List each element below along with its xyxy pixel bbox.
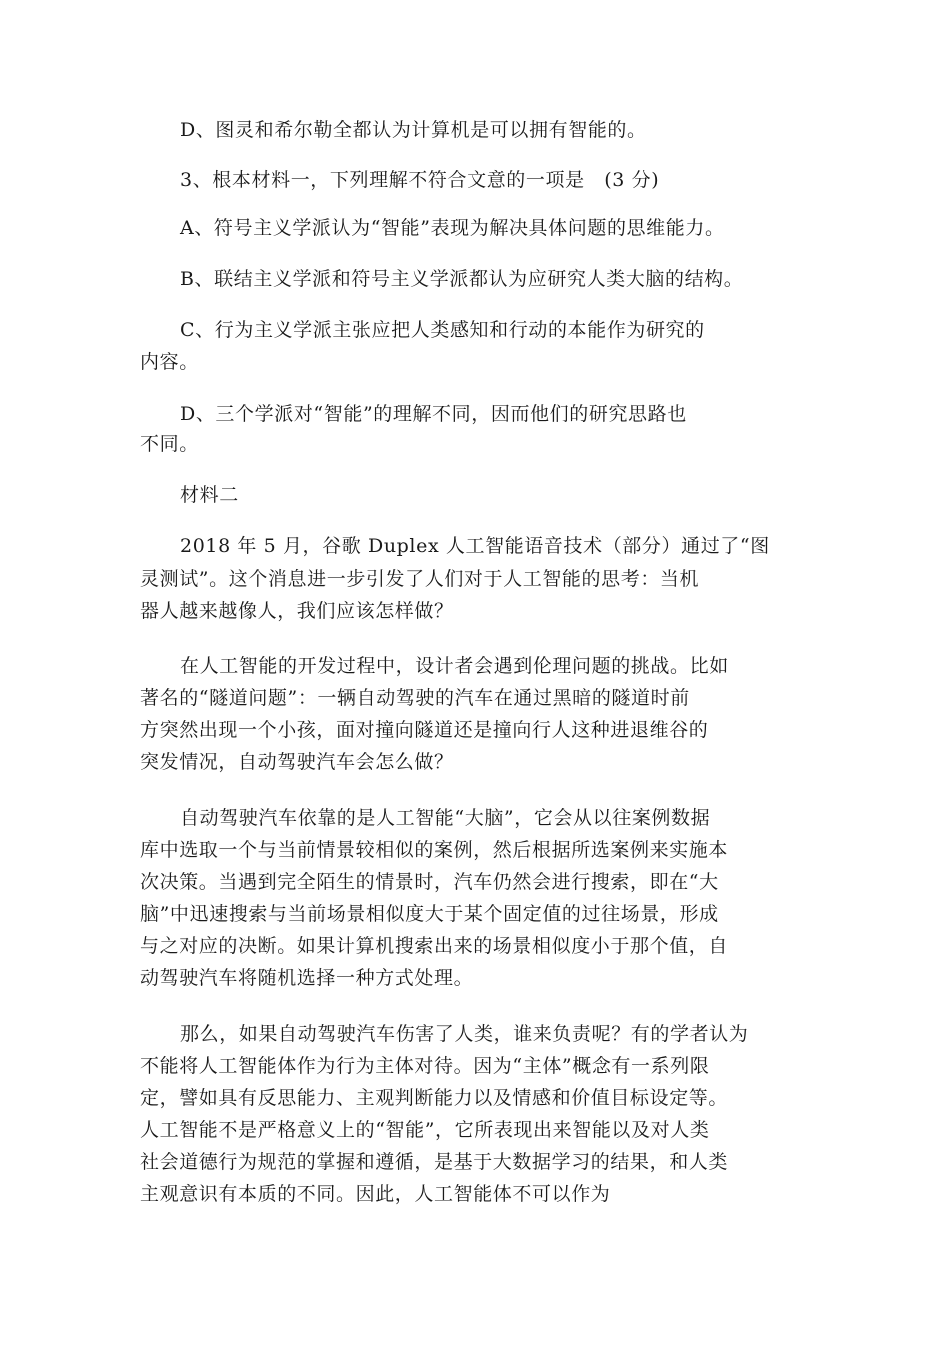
m2-p3-line3: 次决策。当遇到完全陌生的情景时，汽车仍然会进行搜索，即在“大 xyxy=(140,871,719,893)
m2-p4-line4: 人工智能不是严格意义上的“智能”，它所表现出来智能以及对人类 xyxy=(140,1119,710,1141)
m2-p2-line3: 方突然出现一个小孩，面对撞向隧道还是撞向行人这种进退维谷的 xyxy=(140,719,709,741)
m2-p3-line2: 库中选取一个与当前情景较相似的案例，然后根据所选案例来实施本 xyxy=(140,839,729,861)
m2-p4-line5: 社会道德行为规范的掌握和遵循，是基于大数据学习的结果，和人类 xyxy=(140,1151,729,1173)
q3-option-b: B、联结主义学派和符号主义学派都认为应研究人类大脑的结构。 xyxy=(180,268,744,290)
q3-option-d-line2: 不同。 xyxy=(140,433,199,455)
m2-p1-line3: 器人越来越像人，我们应该怎样做？ xyxy=(140,600,454,622)
m2-p3-line1: 自动驾驶汽车依靠的是人工智能“大脑”，它会从以往案例数据 xyxy=(180,807,711,829)
q3-option-d-line1: D、三个学派对“智能”的理解不同，因而他们的研究思路也 xyxy=(180,403,687,425)
m2-p1-line1: 2018 年 5 月，谷歌 Duplex 人工智能语音技术（部分）通过了“图 xyxy=(180,535,770,557)
m2-p1-line2: 灵测试”。这个消息进一步引发了人们对于人工智能的思考：当机 xyxy=(140,568,700,590)
m2-p3-line5: 与之对应的决断。如果计算机搜索出来的场景相似度小于那个值，自 xyxy=(140,935,729,957)
q3-stem: 3、根本材料一，下列理解不符合文意的一项是 (3 分) xyxy=(180,169,660,191)
m2-p2-line2: 著名的“隧道问题”：一辆自动驾驶的汽车在通过黑暗的隧道时前 xyxy=(140,687,690,709)
q3-option-c-line1: C、行为主义学派主张应把人类感知和行动的本能作为研究的 xyxy=(180,319,705,341)
m2-p3-line6: 动驾驶汽车将随机选择一种方式处理。 xyxy=(140,967,474,989)
material2-heading: 材料二 xyxy=(180,484,239,506)
m2-p2-line1: 在人工智能的开发过程中，设计者会遇到伦理问题的挑战。比如 xyxy=(180,655,729,677)
m2-p2-line4: 突发情况，自动驾驶汽车会怎么做？ xyxy=(140,751,454,773)
q3-option-c-line2: 内容。 xyxy=(140,351,199,373)
m2-p4-line3: 定，譬如具有反思能力、主观判断能力以及情感和价值目标设定等。 xyxy=(140,1087,729,1109)
q2-option-d: D、图灵和希尔勒全都认为计算机是可以拥有智能的。 xyxy=(180,119,647,141)
m2-p4-line6: 主观意识有本质的不同。因此，人工智能体不可以作为 xyxy=(140,1183,611,1205)
m2-p3-line4: 脑”中迅速搜索与当前场景相似度大于某个固定值的过往场景，形成 xyxy=(140,903,719,925)
m2-p4-line2: 不能将人工智能体作为行为主体对待。因为“主体”概念有一系列限 xyxy=(140,1055,710,1077)
q3-option-a: A、符号主义学派认为“智能”表现为解决具体问题的思维能力。 xyxy=(180,217,725,239)
m2-p4-line1: 那么，如果自动驾驶汽车伤害了人类，谁来负责呢？有的学者认为 xyxy=(180,1023,749,1045)
